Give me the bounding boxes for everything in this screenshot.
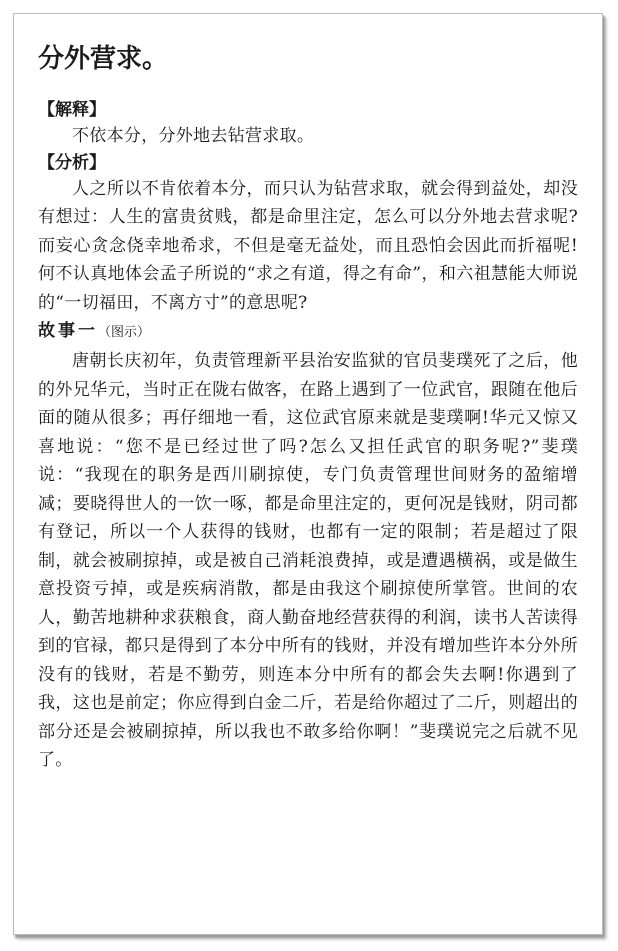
analysis-heading: 【分析】: [38, 152, 106, 173]
book-page: [13, 13, 603, 935]
page-title: 分外营求。: [38, 44, 169, 74]
story-heading-sub: （图示）: [98, 325, 151, 340]
page-content: [38, 42, 578, 775]
explain-heading: 【解释】: [38, 100, 106, 120]
analysis-paragraph: 人之所以不肯依着本分，而只认为钻营求取，就会得到益处，却没有想过：人生的富贵贫贱，都是命里注定，怎么可以分外地去营求呢?而妄心贪念侥幸地希求，不但是毫无益处，而且恐怕会因此而折福呢!何不认真地体会孟子所说的“求之有道，得之有命”，和六祖慧能大师说的“一切福田，不离方寸”的意思呢?: [38, 178, 578, 313]
story-heading: [38, 317, 578, 347]
story-heading-label: 故事一: [38, 321, 98, 341]
story-paragraph: 唐朝长庆初年，负责管理新平县治安监狱的官员斐璞死了之后，他的外兄华元，当时正在陇右做客，在路上遇到了一位武官，跟随在他后面的随从很多；再仔细地一看，这位武官原来就是斐璞啊!华元又惊又喜地说：“您不是已经过世了吗?怎么又担任武官的职务呢?”斐璞说：“我现在的职务是西川刷掠使，专门负责管理世间财务的盈缩增减；要晓得世人的一饮一啄，都是命里注定的，更何况是钱财，阴司都有登记，所以一个人获得的钱财，也都有一定的限制；若是超过了限制，就会被刷掠掉，或是被自己消耗浪费掉，或是遭遇横祸，或是做生意投资亏掉，或是疾病消散，都是由我这个刷掠使所掌管。世间的农人，勤苦地耕种求获粮食，商人勤奋地经营获得的利润，读书人苦读得到的官禄，都只是得到了本分中所有的钱财，并没有增加些许本分外所没有的钱财，若是不勤劳，则连本分中所有的都会失去啊!你遇到了我，这也是前定；你应得到白金二斤，若是给你超过了二斤，则超出的部分还是会被刷掠掉，所以我也不敢多给你啊！”斐璞说完之后就不见了。: [38, 351, 578, 770]
explain-paragraph: 不依本分，分外地去钻营求取。: [72, 126, 315, 146]
